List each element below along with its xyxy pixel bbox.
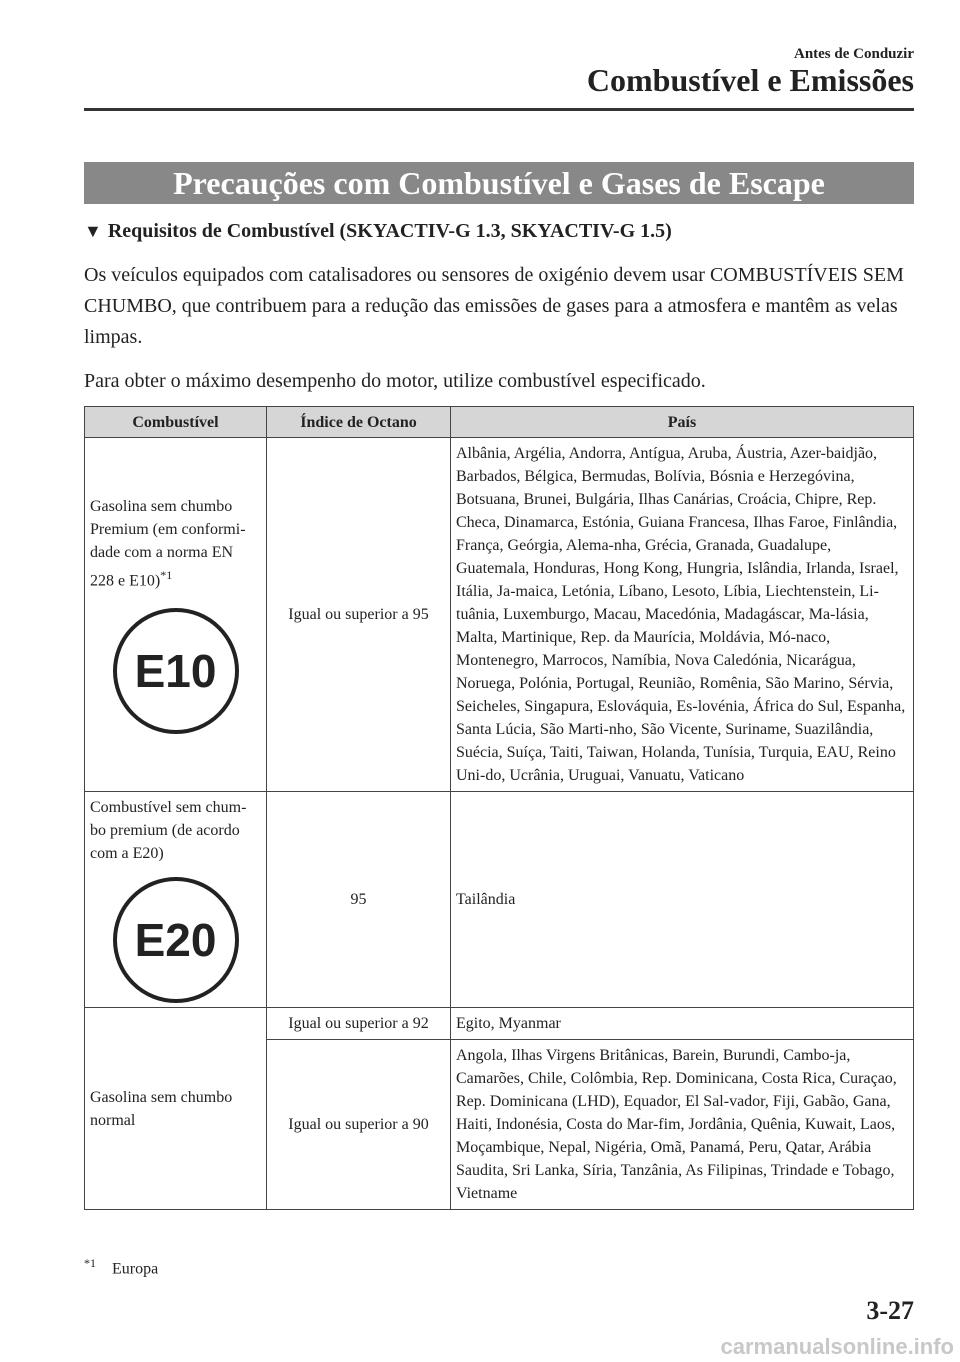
footnote-text: Europa [112, 1260, 159, 1278]
octane-cell: 95 [267, 792, 451, 1008]
triangle-down-icon: ▼ [84, 221, 102, 241]
footnote-ref: *1 [160, 567, 173, 582]
header-fuel: Combustível [85, 407, 267, 438]
section-banner: Precauções com Combustível e Gases de Escape [84, 162, 914, 204]
table-row [85, 1008, 914, 1040]
header-country: País [451, 407, 914, 438]
octane-cell: Igual ou superior a 95 [267, 438, 451, 792]
e10-badge: E10 [113, 608, 239, 734]
subheading-text: Requisitos de Combustível (SKYACTIV-G 1.3, SKYACTIV-G 1.5) [107, 220, 672, 242]
performance-paragraph: Para obter o máximo desempenho do motor, utilize combustível especificado. [84, 370, 706, 392]
intro-paragraph: Os veículos equipados com catalisadores ou sensores de oxigénio devem usar COMBUSTÍVEIS SEM CHUMBO, que contribuem para a redução das emissões de gases para a atmosfera e mantêm as velas limpas. [84, 264, 904, 348]
fuel-requirements-table [84, 406, 914, 1210]
octane-cell: Igual ou superior a 90 [267, 1040, 451, 1210]
page-number: 3-27 [866, 1296, 914, 1325]
watermark: carmanualsonline.info [720, 1334, 954, 1359]
chapter-label: Antes de Conduzir [793, 46, 914, 62]
table-row [85, 438, 914, 792]
octane-cell: Igual ou superior a 92 [267, 1008, 451, 1040]
table-row [85, 792, 914, 1008]
footnote [84, 1256, 158, 1278]
e20-badge: E20 [113, 877, 239, 1003]
country-cell: Tailândia [451, 792, 914, 1008]
footnote-mark: *1 [84, 1256, 96, 1270]
country-cell: Albânia, Argélia, Andorra, Antígua, Aruba, Áustria, Azer-baidjão, Barbados, Bélgica, Bermudas, Bolívia, Bósnia e Herzegóvina, Botsuana, Brunei, Bulgária, Ilhas Canárias, Croácia, Chipre, Rep. Checa, Dinamarca, Estónia, Guiana Francesa, Ilhas Faroe, Finlândia, França, Geórgia, Alema-nha, Grécia, Granada, Guadalupe, Guatemala, Honduras, Hong Kong, Hungria, Islândia, Irlanda, Israel, Itália, Ja-maica, Letónia, Líbano, Lesoto, Líbia, Liechtenstein, Li-tuânia, Luxemburgo, Macau, Macedónia, Madagáscar, Ma-lásia, Malta, Martinique, Rep. da Maurícia, Moldávia, Mó-naco, Montenegro, Marrocos, Namíbia, Nova Caledónia, Nicarágua, Noruega, Polónia, Portugal, Reunião, Romênia, São Marino, Sérvia, Seicheles, Singapura, Eslováquia, Es-lovénia, África do Sul, Espanha, Santa Lúcia, São Marti-nho, São Vicente, Suriname, Suazilândia, Suécia, Suíça, Taiti, Taiwan, Holanda, Tunísia, Turquia, EAU, Reino Uni-do, Ucrânia, Uruguai, Vanuatu, Vaticano [451, 438, 914, 792]
country-cell: Egito, Myanmar [451, 1008, 914, 1040]
country-cell: Angola, Ilhas Virgens Britânicas, Barein, Burundi, Cambo-ja, Camarões, Chile, Colômbia, Rep. Dominicana, Costa Rica, Curaçao, Rep. Dominicana (LHD), Equador, El Sal-vador, Fiji, Gabão, Gana, Haiti, Indonésia, Costa do Mar-fim, Jordânia, Quênia, Kuwait, Laos, Moçambique, Nepal, Nigéria, Omã, Panamá, Peru, Qatar, Arábia Saudita, Sri Lanka, Síria, Tanzânia, As Filipinas, Trindade e Tobago, Vietname [451, 1040, 914, 1210]
fuel-cell [85, 438, 267, 792]
fuel-cell [85, 792, 267, 1008]
header-divider [84, 108, 914, 111]
subheading [84, 220, 672, 243]
fuel-cell: Gasolina sem chumbo normal [85, 1008, 267, 1210]
fuel-name: Gasolina sem chumbo Premium (em conformi-dade com a norma EN 228 e E10) [90, 497, 246, 590]
table-header-row [85, 407, 914, 438]
section-title: Combustível e Emissões [586, 62, 914, 98]
header-octane: Índice de Octano [267, 407, 451, 438]
fuel-name: Combustível sem chum-bo premium (de acordo com a E20) [90, 799, 247, 862]
